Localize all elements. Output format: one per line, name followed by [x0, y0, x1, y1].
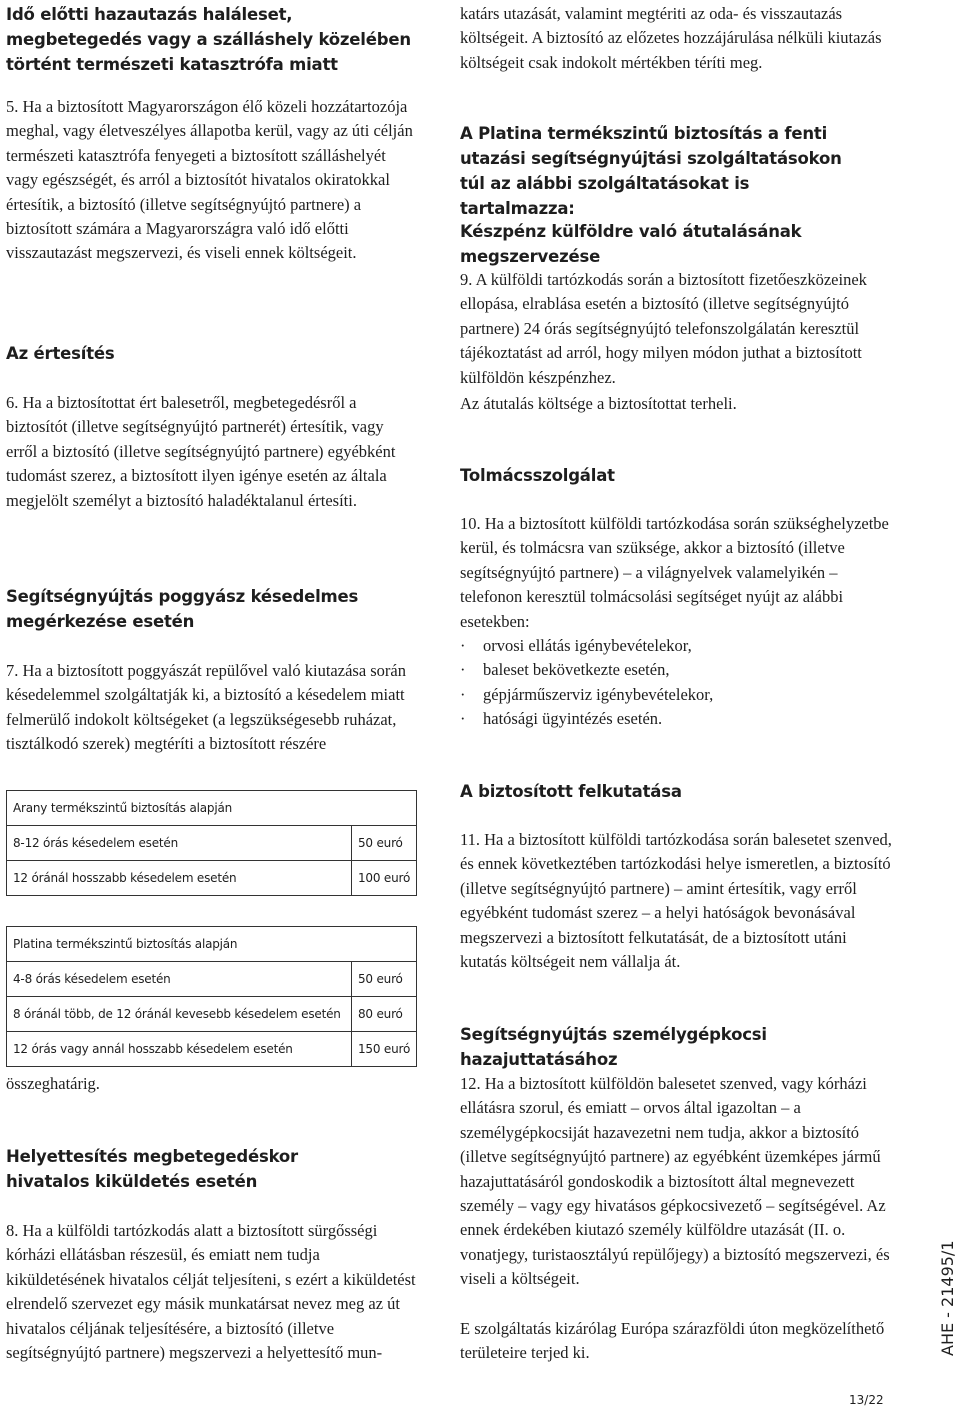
paragraph-5: 5. Ha a biztosított Magyarországon élő közeli hozzátartozója meghal, vagy életveszélyes állapotba kerül, vagy az úti célján természeti katasztrófa fenyegeti a biztosított szálláshelyét vagy egészségét, és arról a biztosítót hivatalos okiratokkal értesítik, a biztosító (illetve segítségnyújtó partnere) a biztosított számára a Magyarországra való idő előtti visszautazást megszervezi, és viseli ennek költségeit.	[6, 97, 413, 263]
list-item	[460, 634, 892, 658]
table-row	[7, 861, 417, 896]
list-item-text: hatósági ügyintézés esetén.	[483, 709, 663, 729]
paragraph-11: 11. Ha a biztosított külföldi tartózkodása során balesetet szenved, és ennek következtében tartózkodási helye ismeretlen, a biztosító (illetve segítségnyújtó partnere) – amint értesítik, vagy erről egyébként tudomást szerez – a helyi hatóságok bevonásával megszervezi a biztosított felkutatását, de a biztosított utáni kutatás költségeit nem vállalja át.	[460, 830, 892, 972]
paragraph-12: 12. Ha a biztosított külföldön balesetet szenved, vagy kórházi ellátásra szorul, és emiatt – orvos által igazoltan – a személygépkocsiját hazavezetni nem tudja, akkor a biztosító (illetve segítségnyújtó partnere) az egyébként üzemképes jármű hazajuttatásáról gondoskodik a biztosított által megnevezett személy – vagy egy hivatásos gépkocsivezető – segítségével. Az ennek érdekében kiutazó személy külföldre utazását (II. o. vonatjegy, turistaosztályú repülőjegy) a biztosító megszervezi, és viseli a költségeit.	[460, 1074, 890, 1289]
paragraph-7-end: összeghatárig.	[6, 1074, 100, 1093]
paragraph-9: 9. A külföldi tartózkodás során a biztosított fizetőeszközeinek ellopása, elrablása esetén a biztosító (illetve segítségnyújtó partnere) 24 órás segítségnyújtó telefonszolgálatán keresztül tájékoztatást ad arról, hogy milyen módon juthat a biztosított külföldön készpénzhez.	[460, 270, 867, 387]
section-title-interpreter: Tolmácsszolgálat	[460, 466, 615, 485]
paragraph-10: 10. Ha a biztosított külföldi tartózkodása során szükséghelyzetbe kerül, és tolmácsra van szüksége, akkor a biztosító (illetve segítségnyújtó partnere) – a világnyelvek valamelyikén – telefonon keresztül tolmácsolási segítséget nyújt az alábbi esetekben:	[460, 514, 889, 631]
row-label: 8 óránál több, de 12 óránál kevesebb késedelem esetén	[7, 997, 352, 1032]
bullet-dot: ·	[460, 660, 466, 680]
paragraph-6: 6. Ha a biztosítottat ért balesetről, megbetegedésről a biztosítót (illetve segítségnyújtó partnerét) értesítik, vagy erről a biztosító (illetve segítségnyújtó partnere) egyébként tudomást szerez, a biztosított ilyen igénye esetén az általa megjelölt személyt a biztosító haladéktalanul értesíti.	[6, 393, 396, 510]
table-row	[7, 1032, 417, 1067]
section-title-car-return: Segítségnyújtás személygépkocsi hazajuttatásához	[460, 1025, 767, 1069]
platinum-benefit-table	[6, 926, 417, 1067]
list-item-text: baleset bekövetkezte esetén,	[483, 660, 670, 680]
section-title-notification: Az értesítés	[6, 344, 115, 363]
list-item	[460, 707, 892, 731]
paragraph-8-continued: katárs utazását, valamint megtériti az oda- és visszautazás költségeit. A biztosító az előzetes hozzájárulása nélküli kiutazás költségeit csak indokolt mértékben téríti meg.	[460, 4, 882, 72]
page-number: 13/22	[849, 1393, 884, 1407]
bullet-dot: ·	[460, 636, 466, 655]
interpreter-cases-list	[460, 634, 892, 732]
platinum-intro: A Platina termékszintű biztosítás a fenti utazási segítségnyújtási szolgáltatásokon túl az alábbi szolgáltatásokat is tartalmazza:	[460, 124, 842, 218]
paragraph-7: 7. Ha a biztosított poggyászát repülővel való kiutazása során késedelemmel szolgáltatják ki, a biztosító a késedelem miatt felmerülő indokolt költségeket (a legszükségesebb ruházat, tisztálkodó szerek) megtéríti a biztosított részére	[6, 661, 407, 754]
row-amount: 50 euró	[352, 826, 417, 861]
row-label: 12 óránál hosszabb késedelem esetén	[7, 861, 352, 896]
row-label: 8-12 órás késedelem esetén	[7, 826, 352, 861]
table-header: Platina termékszintű biztosítás alapján	[7, 927, 417, 962]
paragraph-12-note: E szolgáltatás kizárólag Európa szárazföldi úton megközelíthető területeire terjed ki.	[460, 1319, 885, 1363]
table-row	[7, 962, 417, 997]
section-title-search: A biztosított felkutatása	[460, 782, 682, 801]
table-header: Arany termékszintű biztosítás alapján	[7, 791, 417, 826]
section-title-baggage-delay: Segítségnyújtás poggyász késedelmes megérkezése esetén	[6, 587, 359, 631]
document-code: AHE - 21495/1	[938, 1240, 957, 1356]
list-item-text: gépjárműszerviz igénybevételekor,	[483, 684, 714, 704]
row-label: 12 órás vagy annál hosszabb késedelem esetén	[7, 1032, 352, 1067]
table-row	[7, 997, 417, 1032]
bullet-dot: ·	[460, 709, 466, 729]
section-title-early-return: Idő előtti hazautazás haláleset, megbetegedés vagy a szálláshely közelében történt természeti katasztrófa miatt	[6, 5, 411, 74]
bullet-dot: ·	[460, 684, 466, 704]
list-item-text: orvosi ellátás igénybevételekor,	[483, 636, 692, 655]
section-title-substitution: Helyettesítés megbetegedéskor hivatalos kiküldetés esetén	[6, 1147, 298, 1191]
paragraph-9-cost: Az átutalás költsége a biztosítottat terheli.	[460, 394, 737, 413]
table-header-row	[7, 791, 417, 826]
row-amount: 100 euró	[352, 861, 417, 896]
section-title-cash-transfer: Készpénz külföldre való átutalásának megszervezése	[460, 222, 802, 266]
list-item	[460, 658, 892, 682]
table-header-row	[7, 927, 417, 962]
row-amount: 50 euró	[352, 962, 417, 997]
gold-benefit-table	[6, 790, 417, 896]
list-item	[460, 683, 892, 707]
table-row	[7, 826, 417, 861]
row-amount: 150 euró	[352, 1032, 417, 1067]
row-label: 4-8 órás késedelem esetén	[7, 962, 352, 997]
row-amount: 80 euró	[352, 997, 417, 1032]
paragraph-8: 8. Ha a külföldi tartózkodás alatt a biztosított sürgősségi kórházi ellátásban részesül, és emiatt nem tudja kiküldetésének hivatalos célját teljesíteni, s ezért a kiküldetést elrendelő szervezet egy másik munkatársat nevez meg az út hivatalos céljának teljesítésére, a biztosító (illetve segítségnyújtó partnere) megszervezi a helyettesítő mun-	[6, 1221, 416, 1363]
